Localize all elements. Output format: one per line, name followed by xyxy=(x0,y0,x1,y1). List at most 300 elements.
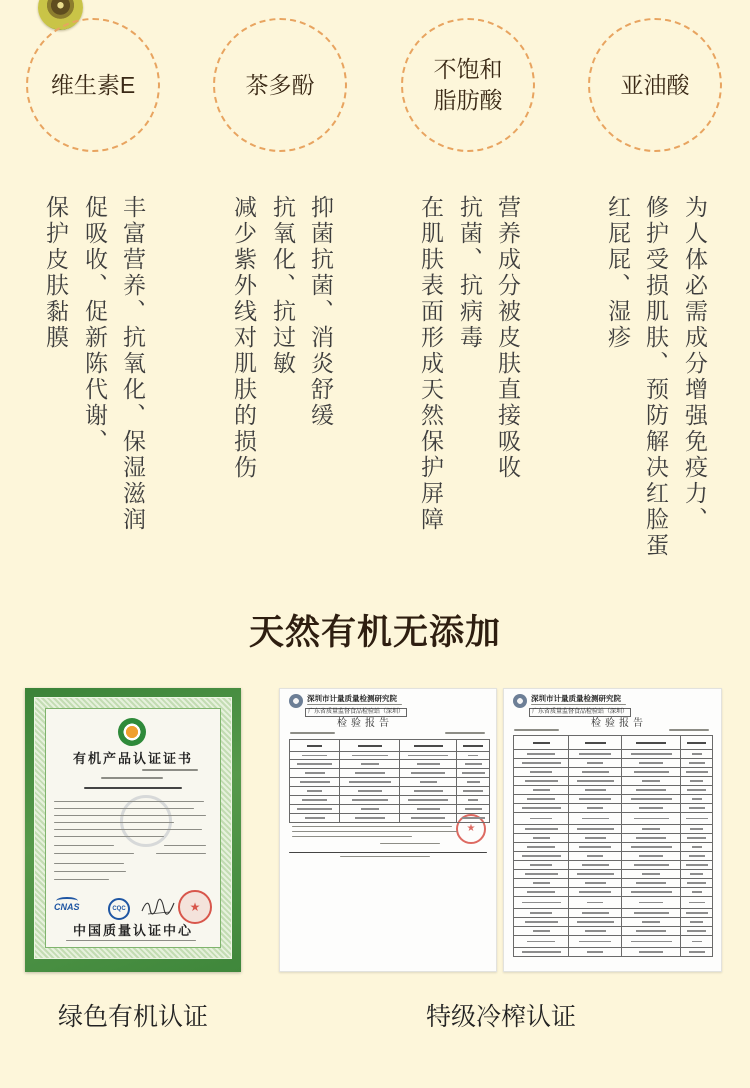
report-table-cell xyxy=(514,804,569,813)
report-table-cell xyxy=(681,834,713,843)
illegible-text-line xyxy=(642,921,660,923)
report-table-cell xyxy=(514,813,569,825)
report-table-cell xyxy=(340,805,400,814)
report-table-cell xyxy=(569,768,622,777)
report-table-cell xyxy=(514,909,569,918)
illegible-text-line xyxy=(669,729,709,731)
report-table-cell xyxy=(400,787,457,796)
report-table-cell xyxy=(400,814,457,823)
illegible-text-line xyxy=(465,808,482,810)
benefit-text-linoleic-acid-2: 修护受损肌肤、预防解决红脸蛋 xyxy=(643,195,669,559)
illegible-text-line xyxy=(414,745,443,747)
report-table-cell xyxy=(681,843,713,852)
institute-logo-icon xyxy=(513,694,527,708)
illegible-text-line xyxy=(587,762,603,764)
nutrient-badge-unsaturated-fatty-acid xyxy=(401,18,535,152)
illegible-text-line xyxy=(468,799,478,801)
cqc-watermark-icon xyxy=(120,795,172,847)
illegible-text-line xyxy=(686,771,708,773)
report-table-row xyxy=(514,777,713,786)
report-table-cell xyxy=(514,795,569,804)
benefit-text-tea-polyphenols-3: 减少紫外线对肌肤的损伤 xyxy=(231,195,257,481)
report-table-cell xyxy=(681,750,713,759)
illegible-text-line xyxy=(631,753,672,755)
report-table-cell xyxy=(340,740,400,752)
report-table-row xyxy=(514,768,713,777)
report-table-cell xyxy=(514,852,569,861)
report-table-cell xyxy=(681,861,713,870)
section-title: 天然有机无添加 xyxy=(248,613,501,652)
illegible-text-line xyxy=(292,831,457,832)
illegible-text-line xyxy=(380,843,440,844)
nutrient-badge-vitamin-e xyxy=(26,18,160,152)
report-table-cell xyxy=(514,759,569,768)
illegible-text-line xyxy=(307,745,322,747)
report-table-cell xyxy=(400,760,457,769)
report-table-cell xyxy=(681,768,713,777)
illegible-text-line xyxy=(361,763,379,765)
illegible-text-line xyxy=(414,790,443,792)
illegible-text-line xyxy=(525,873,558,875)
report-table-cell xyxy=(569,750,622,759)
report-table-cell xyxy=(514,777,569,786)
benefit-text-unsaturated-fatty-acid-3: 在肌肤表面形成天然保护屏障 xyxy=(418,195,444,533)
illegible-text-line xyxy=(634,864,669,866)
report-table-cell xyxy=(514,861,569,870)
red-inspection-stamp-icon: ★ xyxy=(456,814,486,844)
report-table-cell xyxy=(514,948,569,957)
report-table-cell xyxy=(400,796,457,805)
report-table-cell xyxy=(457,760,490,769)
report-table-cell xyxy=(457,740,490,752)
illegible-text-line xyxy=(636,789,666,791)
report-table-cell xyxy=(622,936,681,948)
report-table-cell xyxy=(622,813,681,825)
illegible-text-line xyxy=(530,771,552,773)
illegible-text-line xyxy=(522,762,561,764)
report-table-cell xyxy=(457,787,490,796)
report-table-cell xyxy=(457,805,490,814)
report-table-cell xyxy=(290,787,340,796)
report-table-cell xyxy=(622,909,681,918)
report-table-cell xyxy=(290,805,340,814)
report-table-cell xyxy=(622,948,681,957)
report-table-cell xyxy=(514,750,569,759)
illegible-text-line xyxy=(352,799,388,801)
illegible-text-line xyxy=(687,742,706,744)
report-table-cell xyxy=(681,736,713,750)
report-table-row xyxy=(514,750,713,759)
report-table-row xyxy=(514,888,713,897)
certificate-border xyxy=(34,697,232,959)
illegible-text-line xyxy=(514,729,559,731)
illegible-text-line xyxy=(692,941,702,943)
illegible-text-line xyxy=(686,818,708,820)
report-table-row xyxy=(514,936,713,948)
report-table-cell xyxy=(569,804,622,813)
nutrient-name: 茶多酚 xyxy=(245,71,315,98)
illegible-text-line xyxy=(690,873,703,875)
illegible-text-line xyxy=(463,790,483,792)
report-table-row xyxy=(290,787,490,796)
report-table-cell xyxy=(622,759,681,768)
report-table-cell xyxy=(569,879,622,888)
illegible-text-line xyxy=(307,704,402,705)
benefit-text-vitamin-e-2: 促吸收、促新陈代谢、 xyxy=(82,195,108,455)
illegible-text-line xyxy=(634,912,669,914)
report-table xyxy=(289,739,490,823)
caption-cold-pressed-certification: 特级冷榨认证 xyxy=(425,1003,576,1031)
illegible-text-line xyxy=(361,808,379,810)
illegible-text-line xyxy=(689,855,705,857)
report-table-row xyxy=(290,769,490,778)
illegible-text-line xyxy=(465,763,482,765)
report-table-row xyxy=(514,870,713,879)
report-table-cell xyxy=(622,834,681,843)
report-table-cell xyxy=(622,795,681,804)
report-table-row xyxy=(514,825,713,834)
illegible-text-line xyxy=(692,846,702,848)
illegible-text-line xyxy=(585,789,606,791)
benefit-text-tea-polyphenols-2: 抗氧化、抗过敏 xyxy=(270,195,296,377)
illegible-text-line xyxy=(522,902,561,904)
illegible-text-line xyxy=(692,753,702,755)
report-table-cell xyxy=(622,852,681,861)
report-table-cell xyxy=(622,777,681,786)
illegible-text-line xyxy=(349,781,391,783)
report-table-cell xyxy=(514,786,569,795)
report-table-cell xyxy=(569,897,622,909)
report-table-cell xyxy=(681,825,713,834)
report-table-cell xyxy=(400,805,457,814)
report-table-cell xyxy=(514,834,569,843)
illegible-text-line xyxy=(305,817,325,819)
report-table-cell xyxy=(290,778,340,787)
inspection-report-image-2 xyxy=(503,688,722,972)
illegible-text-line xyxy=(687,789,706,791)
report-table-cell xyxy=(340,814,400,823)
illegible-text-line xyxy=(692,798,702,800)
report-table-cell xyxy=(514,936,569,948)
report-table-header-row xyxy=(514,736,713,750)
report-table-cell xyxy=(569,888,622,897)
illegible-text-line xyxy=(531,704,626,705)
report-table-cell xyxy=(569,795,622,804)
report-table xyxy=(513,735,713,957)
report-table-row xyxy=(514,759,713,768)
report-table-cell xyxy=(681,804,713,813)
illegible-text-line xyxy=(690,780,703,782)
report-table-cell xyxy=(514,736,569,750)
illegible-text-line xyxy=(305,772,325,774)
illegible-text-line xyxy=(164,845,206,846)
illegible-text-line xyxy=(686,912,708,914)
report-table-cell xyxy=(622,888,681,897)
report-table-cell xyxy=(622,768,681,777)
nutrient-name-line-2: 脂肪酸 xyxy=(433,87,503,113)
illegible-text-line xyxy=(525,921,558,923)
report-table-cell xyxy=(681,870,713,879)
report-table-cell xyxy=(514,918,569,927)
report-table-row xyxy=(514,918,713,927)
illegible-text-line xyxy=(54,863,124,864)
benefit-text-linoleic-acid-1: 为人体必需成分增强免疫力、 xyxy=(682,195,708,533)
illegible-text-line xyxy=(302,799,327,801)
nutrient-name-line-1: 不饱和 xyxy=(433,56,503,82)
illegible-text-line xyxy=(690,921,703,923)
cnas-logo-icon: CNAS xyxy=(54,902,80,912)
report-table-cell xyxy=(681,786,713,795)
illegible-text-line xyxy=(462,817,485,819)
report-station-name: 广东省质量监督食品检验站（深圳） xyxy=(529,708,631,717)
benefit-text-vitamin-e-3: 保护皮肤黏膜 xyxy=(43,195,69,351)
report-title: 检验报告 xyxy=(337,718,393,729)
illegible-text-line xyxy=(579,891,611,893)
illegible-text-line xyxy=(467,781,480,783)
illegible-text-line xyxy=(639,951,663,953)
report-table-row xyxy=(290,805,490,814)
report-table-cell xyxy=(569,777,622,786)
report-table-cell xyxy=(622,750,681,759)
report-table-row xyxy=(514,927,713,936)
illegible-text-line xyxy=(631,941,672,943)
benefit-text-unsaturated-fatty-acid-1: 营养成分被皮肤直接吸收 xyxy=(495,195,521,481)
illegible-text-line xyxy=(631,846,672,848)
report-table-cell xyxy=(340,787,400,796)
illegible-text-line xyxy=(587,902,603,904)
illegible-text-line xyxy=(522,951,561,953)
illegible-text-line xyxy=(468,755,478,757)
illegible-text-line xyxy=(639,807,663,809)
report-table-row xyxy=(514,861,713,870)
illegible-text-line xyxy=(530,864,552,866)
report-table-cell xyxy=(681,888,713,897)
report-table-cell xyxy=(681,777,713,786)
illegible-text-line xyxy=(582,818,609,820)
illegible-text-line xyxy=(577,828,614,830)
illegible-text-line xyxy=(300,781,330,783)
certificate-paper xyxy=(45,708,221,948)
report-table-cell xyxy=(514,768,569,777)
illegible-text-line xyxy=(355,817,385,819)
illegible-text-line xyxy=(290,732,335,734)
illegible-text-line xyxy=(636,837,666,839)
report-table-cell xyxy=(681,918,713,927)
illegible-text-line xyxy=(411,817,445,819)
report-table-cell xyxy=(681,936,713,948)
report-table-cell xyxy=(457,778,490,787)
red-official-seal-icon: ★ xyxy=(178,890,212,924)
illegible-text-line xyxy=(639,762,663,764)
report-table-cell xyxy=(681,795,713,804)
illegible-text-line xyxy=(358,745,382,747)
illegible-text-line xyxy=(634,818,669,820)
illegible-text-line xyxy=(636,882,666,884)
illegible-text-line xyxy=(686,864,708,866)
report-table-cell xyxy=(457,814,490,823)
illegible-text-line xyxy=(358,790,382,792)
signature-icon xyxy=(140,897,176,917)
report-table-cell xyxy=(569,825,622,834)
illegible-text-line xyxy=(642,828,660,830)
illegible-text-line xyxy=(631,891,672,893)
report-table-header-row xyxy=(290,740,490,752)
illegible-text-line xyxy=(639,855,663,857)
nutrient-name: 亚油酸 xyxy=(620,71,690,98)
illegible-text-line xyxy=(585,742,606,744)
illegible-text-line xyxy=(579,941,611,943)
illegible-text-line xyxy=(689,762,705,764)
illegible-text-line xyxy=(579,798,611,800)
illegible-text-line xyxy=(340,856,430,857)
report-table-cell xyxy=(457,796,490,805)
report-table-cell xyxy=(569,843,622,852)
report-table-cell xyxy=(340,752,400,760)
illegible-text-line xyxy=(527,846,555,848)
report-table-cell xyxy=(514,927,569,936)
illegible-text-line xyxy=(587,951,603,953)
illegible-text-line xyxy=(582,864,609,866)
report-table-cell xyxy=(569,786,622,795)
report-table-cell xyxy=(569,909,622,918)
illegible-text-line xyxy=(577,921,614,923)
report-table-row xyxy=(514,948,713,957)
report-table-cell xyxy=(457,752,490,760)
report-table-row xyxy=(290,752,490,760)
illegible-text-line xyxy=(636,930,666,932)
organic-product-emblem-icon xyxy=(118,718,146,746)
illegible-text-line xyxy=(527,753,555,755)
illegible-text-line xyxy=(525,780,558,782)
illegible-text-line xyxy=(525,828,558,830)
illegible-text-line xyxy=(530,912,552,914)
illegible-text-line xyxy=(689,807,705,809)
illegible-text-line xyxy=(642,780,660,782)
illegible-text-line xyxy=(631,798,672,800)
report-institute-name: 深圳市计量质量检测研究院 xyxy=(531,694,621,703)
illegible-text-line xyxy=(417,808,440,810)
report-table-row xyxy=(514,843,713,852)
cqc-logo-icon: CQC xyxy=(108,898,130,920)
report-table-cell xyxy=(622,879,681,888)
illegible-text-line xyxy=(292,836,412,837)
report-table-cell xyxy=(290,769,340,778)
report-table-cell xyxy=(569,852,622,861)
illegible-text-line xyxy=(142,769,198,771)
benefit-text-unsaturated-fatty-acid-2: 抗菌、抗病毒 xyxy=(457,195,483,351)
certificate-title: 有机产品认证证书 xyxy=(72,751,193,766)
illegible-text-line xyxy=(527,798,555,800)
illegible-text-line xyxy=(579,753,611,755)
report-table-cell xyxy=(569,918,622,927)
benefit-text-tea-polyphenols-1: 抑菌抗菌、消炎舒缓 xyxy=(308,195,334,429)
report-table-cell xyxy=(622,918,681,927)
illegible-text-line xyxy=(587,855,603,857)
report-table-cell xyxy=(622,736,681,750)
caption-organic-certification: 绿色有机认证 xyxy=(57,1003,208,1031)
illegible-text-line xyxy=(352,755,388,757)
report-table-cell xyxy=(681,852,713,861)
institute-logo-icon xyxy=(289,694,303,708)
illegible-text-line xyxy=(297,763,332,765)
report-table-cell xyxy=(569,759,622,768)
report-table-cell xyxy=(681,759,713,768)
illegible-text-line xyxy=(292,826,452,827)
report-table-cell xyxy=(290,752,340,760)
illegible-text-line xyxy=(533,742,550,744)
illegible-text-line xyxy=(302,755,327,757)
illegible-text-line xyxy=(582,771,609,773)
report-table-row xyxy=(514,879,713,888)
illegible-text-line xyxy=(585,930,606,932)
report-table-cell xyxy=(681,897,713,909)
report-table-cell xyxy=(569,813,622,825)
report-station-name: 广东省质量监督食品检验站（深圳） xyxy=(305,708,407,717)
illegible-text-line xyxy=(408,799,448,801)
report-table-cell xyxy=(681,948,713,957)
report-table-cell xyxy=(569,834,622,843)
report-table-row xyxy=(514,897,713,909)
illegible-text-line xyxy=(54,845,114,846)
report-table-row xyxy=(514,909,713,918)
illegible-text-line xyxy=(642,873,660,875)
report-table-cell xyxy=(569,736,622,750)
illegible-text-line xyxy=(692,891,702,893)
report-table-cell xyxy=(514,897,569,909)
illegible-text-line xyxy=(445,732,485,734)
report-table-cell xyxy=(622,843,681,852)
illegible-text-line xyxy=(307,790,322,792)
report-table-row xyxy=(514,786,713,795)
benefit-text-vitamin-e-1: 丰富营养、抗氧化、保湿滋润 xyxy=(120,195,146,533)
report-table-row xyxy=(290,760,490,769)
report-table-cell xyxy=(681,879,713,888)
illegible-text-line xyxy=(522,855,561,857)
illegible-text-line xyxy=(689,902,705,904)
illegible-text-line xyxy=(411,772,445,774)
report-table-cell xyxy=(514,870,569,879)
report-table-cell xyxy=(622,927,681,936)
illegible-text-line xyxy=(690,828,703,830)
illegible-text-line xyxy=(462,772,485,774)
illegible-text-line xyxy=(297,808,332,810)
illegible-text-line xyxy=(289,852,487,853)
illegible-text-line xyxy=(533,837,550,839)
illegible-text-line xyxy=(585,837,606,839)
illegible-text-line xyxy=(54,853,134,854)
illegible-text-line xyxy=(577,780,614,782)
illegible-text-line xyxy=(636,742,666,744)
illegible-text-line xyxy=(687,930,706,932)
report-table-cell xyxy=(514,888,569,897)
illegible-text-line xyxy=(66,940,196,941)
nutrient-badge-tea-polyphenols xyxy=(213,18,347,152)
report-table-cell xyxy=(340,769,400,778)
report-table-row xyxy=(514,813,713,825)
illegible-text-line xyxy=(54,871,126,872)
report-table-cell xyxy=(514,843,569,852)
report-table-cell xyxy=(514,825,569,834)
illegible-text-line xyxy=(585,882,606,884)
illegible-text-line xyxy=(533,930,550,932)
certificate-issuer: 中国质量认证中心 xyxy=(72,923,193,938)
benefit-text-linoleic-acid-3: 红屁屁、湿疹 xyxy=(605,195,631,351)
report-table-cell xyxy=(569,936,622,948)
report-table-cell xyxy=(569,870,622,879)
report-table-cell xyxy=(340,760,400,769)
report-table-cell xyxy=(457,769,490,778)
illegible-text-line xyxy=(420,781,437,783)
